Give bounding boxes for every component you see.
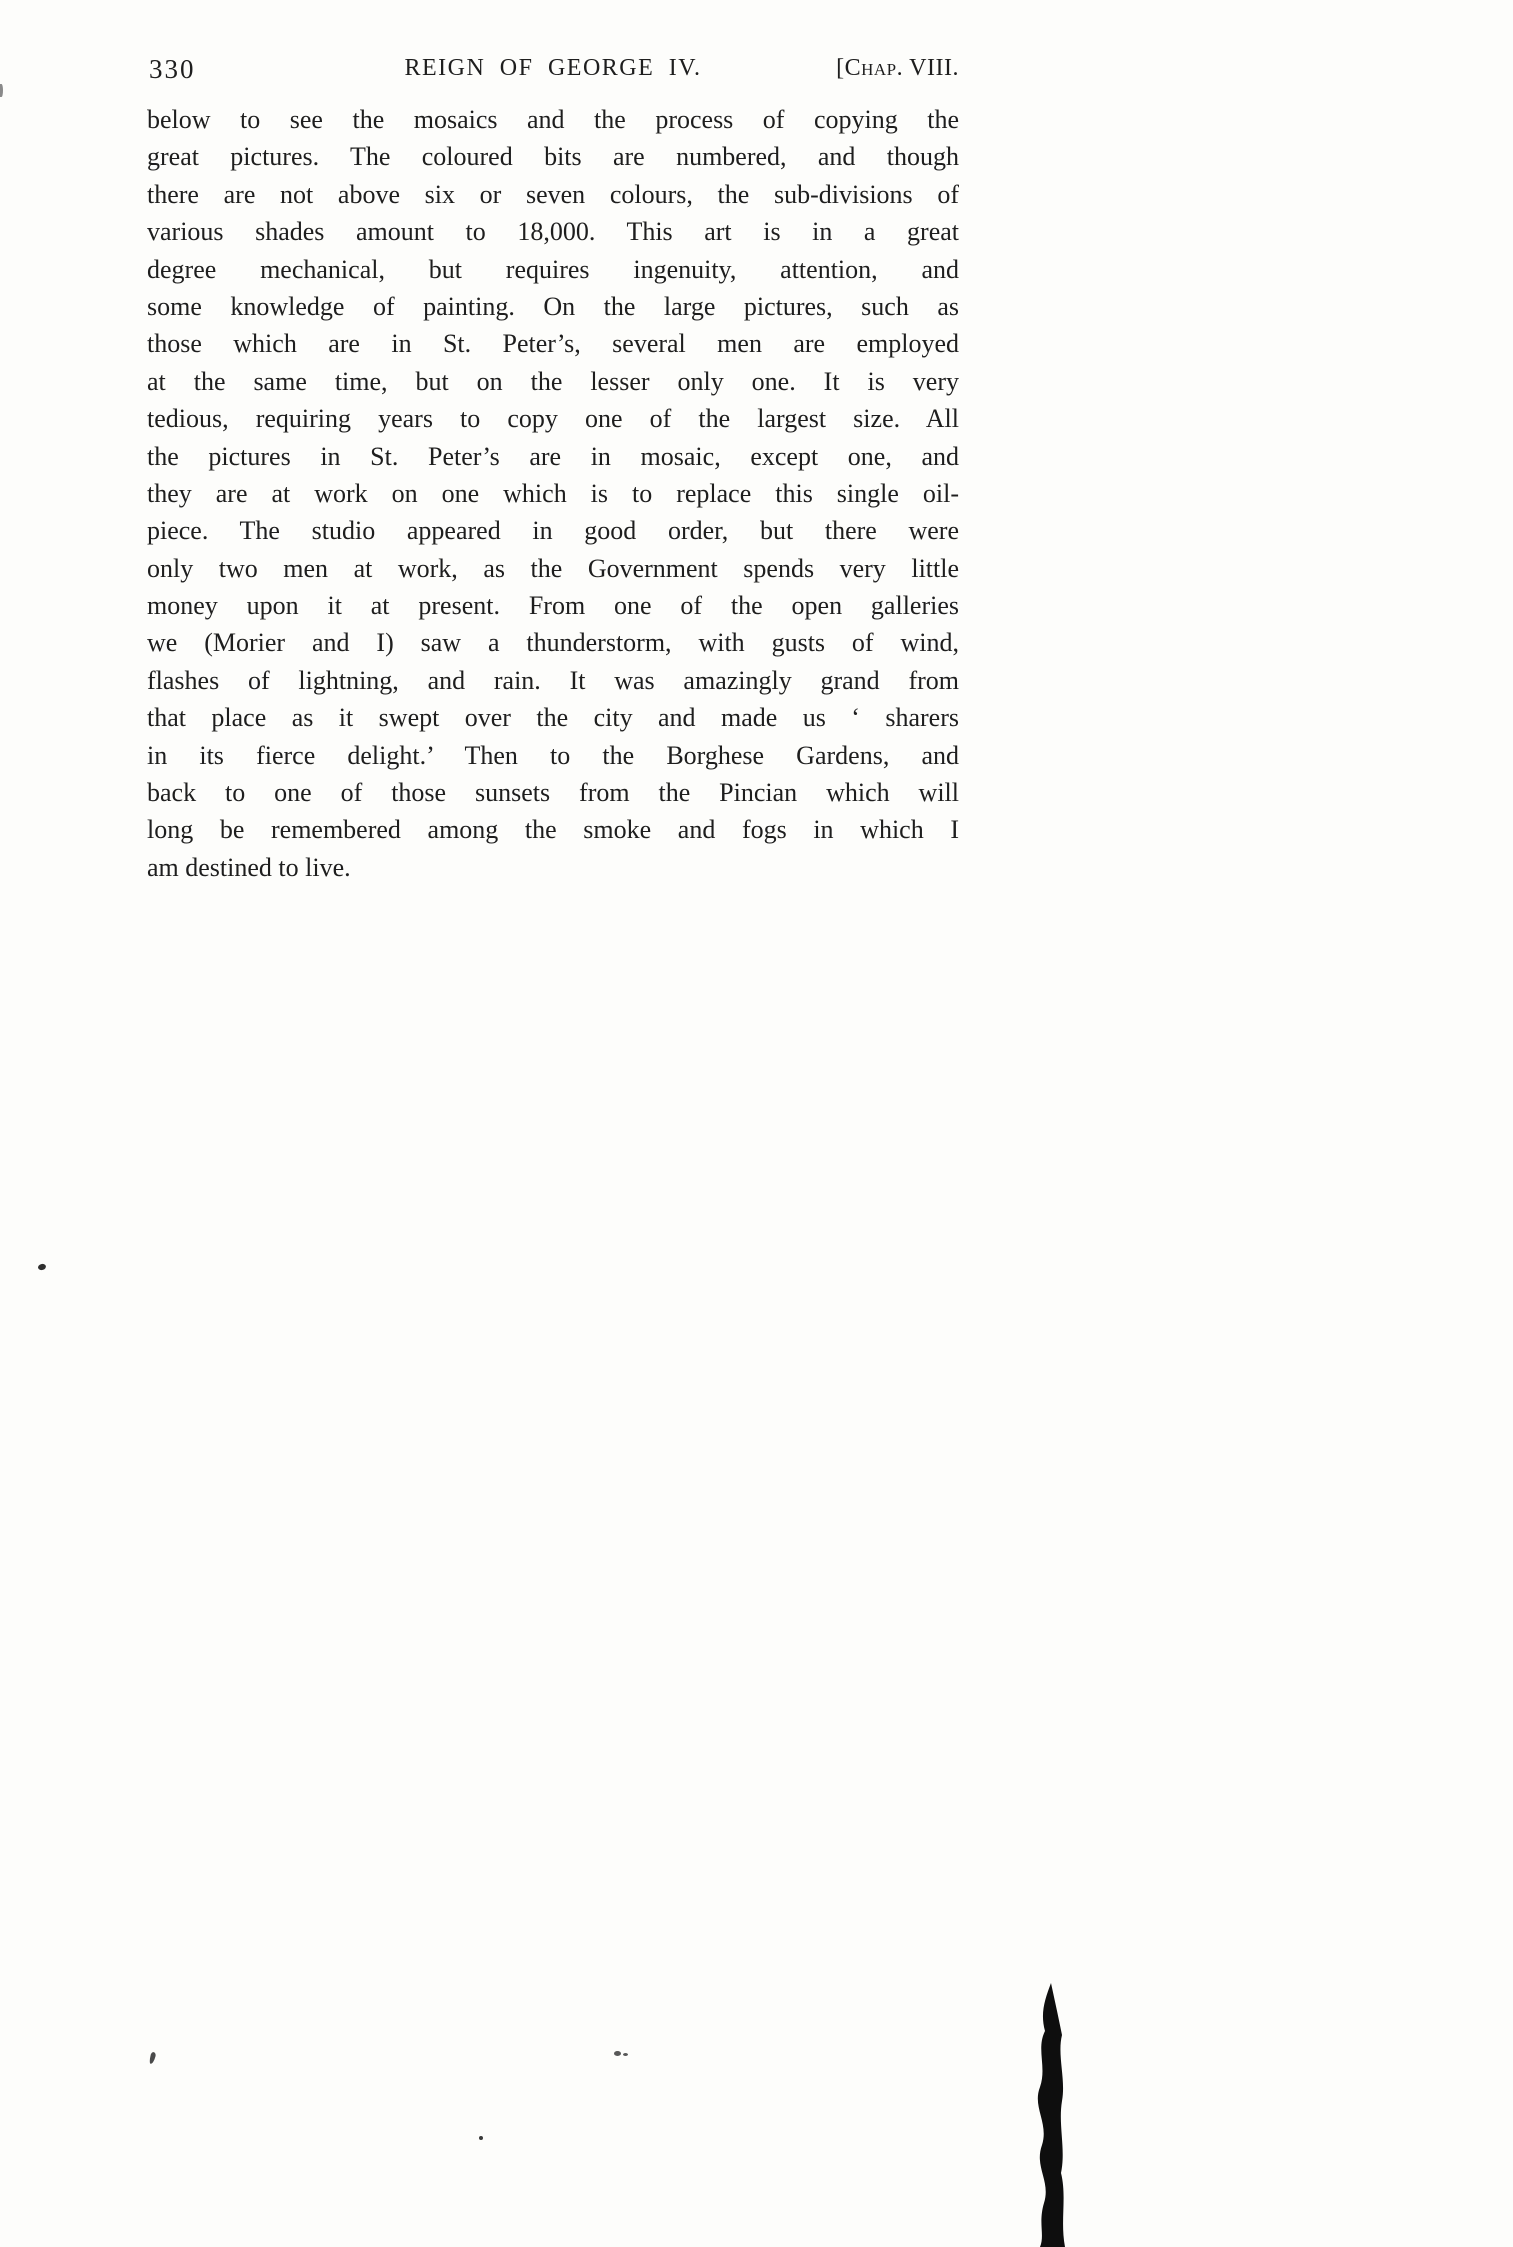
text-line: below to see the mosaics and the process of copying the bbox=[147, 105, 959, 134]
scan-speck-squiggle bbox=[614, 2051, 621, 2056]
page-edge-mark bbox=[0, 84, 3, 97]
text-line: tedious, requiring years to copy one of the largest size. All bbox=[147, 404, 959, 434]
scan-speck-comma bbox=[149, 2052, 157, 2065]
text-line: back to one of those sunsets from the Pincian which will bbox=[147, 778, 959, 808]
running-title: REIGN OF GEORGE IV. bbox=[404, 55, 702, 81]
page-number: 330 bbox=[149, 54, 196, 84]
running-header bbox=[147, 54, 959, 90]
text-line: only two men at work, as the Government spends very little bbox=[147, 553, 959, 583]
chapter-label: [Chap. VIII. bbox=[836, 55, 959, 81]
text-line: various shades amount to 18,000. This art is in a great bbox=[147, 217, 959, 247]
text-line: they are at work on one which is to replace this single oil- bbox=[147, 478, 959, 508]
text-line: some knowledge of painting. On the large pictures, such as bbox=[147, 291, 959, 321]
ink-blot bbox=[1018, 1983, 1068, 2247]
text-line: long be remembered among the smoke and fogs in which I bbox=[147, 815, 959, 845]
text-line: at the same time, but on the lesser only one. It is very bbox=[147, 366, 959, 396]
text-line: those which are in St. Peter’s, several men are employed bbox=[147, 329, 959, 359]
text-line: great pictures. The coloured bits are numbered, and though bbox=[147, 142, 959, 172]
text-line: am destined to live. bbox=[147, 852, 351, 882]
text-line: there are not above six or seven colours, the sub-divisions of bbox=[147, 179, 959, 209]
scan-speck-dot bbox=[479, 2136, 483, 2140]
scan-speck-margin bbox=[37, 1263, 46, 1271]
text-line: degree mechanical, but requires ingenuity, attention, and bbox=[147, 254, 959, 284]
text-line: we (Morier and I) saw a thunderstorm, with gusts of wind, bbox=[147, 628, 959, 658]
text-line: the pictures in St. Peter’s are in mosaic, except one, and bbox=[147, 441, 959, 471]
body-text bbox=[147, 101, 959, 886]
text-line: flashes of lightning, and rain. It was amazingly grand from bbox=[147, 665, 959, 695]
text-line: in its fierce delight.’ Then to the Borghese Gardens, and bbox=[147, 740, 959, 770]
text-line: money upon it at present. From one of the open galleries bbox=[147, 591, 959, 621]
text-line: piece. The studio appeared in good order, but there were bbox=[147, 516, 959, 546]
text-line: that place as it swept over the city and made us ‘ sharers bbox=[147, 703, 959, 733]
